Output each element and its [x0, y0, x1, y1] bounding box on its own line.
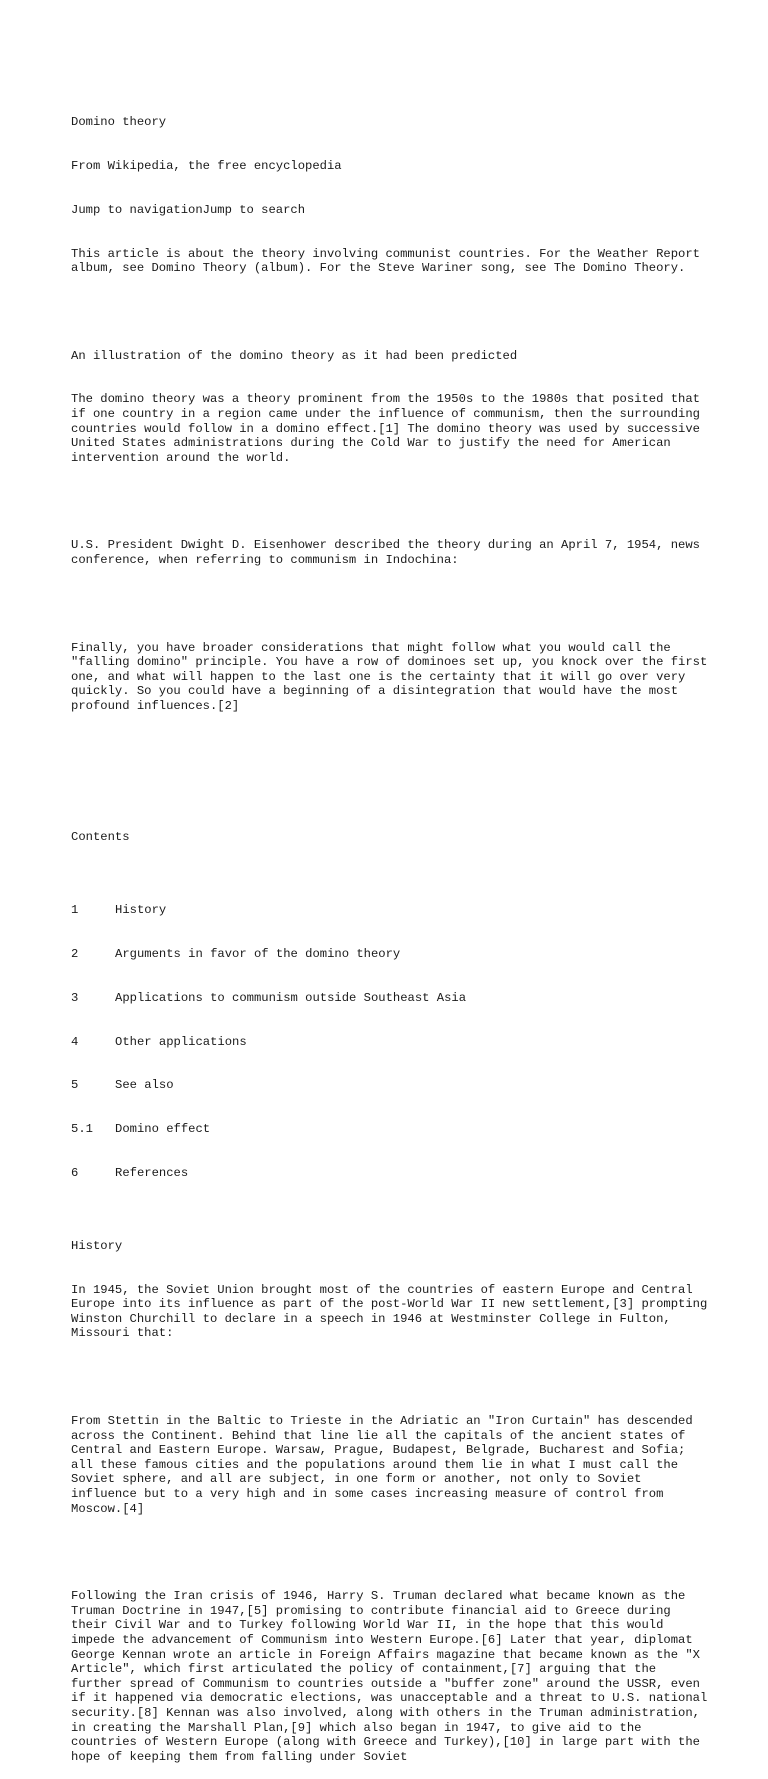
contents-item[interactable] [71, 903, 711, 918]
contents-item-label[interactable]: See also [115, 1078, 174, 1093]
contents-item-label[interactable]: Applications to communism outside Southeast Asia [115, 990, 467, 1005]
churchill-quote: From Stettin in the Baltic to Trieste in the Adriatic an "Iron Curtain" has descended across the Continent. Behind that line lie all the capitals of the ancient states of Central and Eastern Europe. Warsaw, Prague, Budapest, Belgrade, Bucharest and Sofia; all these famous cities and the populations around them lie in what I must call the Soviet sphere, and all are subject, in one form or another, not only to Soviet influence but to a very high and in some cases increasing measure of control from Moscow.[4] [71, 1414, 700, 1516]
article-title: Domino theory [71, 115, 167, 130]
contents-heading: Contents [71, 830, 130, 845]
spacer [71, 1545, 711, 1560]
contents-item-number: 5.1 [71, 1122, 93, 1137]
contents-item-label[interactable]: History [115, 903, 167, 918]
contents-item-number: 1 [71, 903, 79, 918]
contents-list [71, 874, 711, 1210]
contents-item[interactable] [71, 991, 711, 1006]
spacer [71, 495, 711, 510]
document-body [71, 86, 715, 1779]
spacer [71, 1370, 711, 1385]
spacer [71, 787, 711, 802]
contents-item-number: 5 [71, 1078, 79, 1093]
contents-item-label[interactable]: Domino effect [115, 1122, 211, 1137]
contents-item-label[interactable]: Other applications [115, 1034, 247, 1049]
jump-links[interactable]: Jump to navigationJump to search [71, 202, 306, 217]
spacer [71, 743, 711, 758]
spacer [71, 597, 711, 612]
contents-item-number: 3 [71, 990, 79, 1005]
history-heading: History [71, 1238, 123, 1253]
contents-item-label[interactable]: Arguments in favor of the domino theory [115, 947, 401, 962]
article-subtitle: From Wikipedia, the free encyclopedia [71, 158, 342, 173]
history-paragraph-2: Following the Iran crisis of 1946, Harry S. Truman declared what became known as the Truman Doctrine in 1947,[5] promising to contribute financial aid to Greece during their Civil War and to Turkey following World War II, in the hope that this would impede the advancement of Communism into Western Europe.[6] Later that year, diplomat George Kennan wrote an article in Foreign Affairs magazine that became known as the "X Article", which first articulated the policy of containment,[7] arguing that the further spread of Communism to countries outside a "buffer zone" around the USSR, even if it happened via democratic elections, was unacceptable and a threat to U.S. national security.[8] Kennan was also involved, along with others in the Truman administration, in creating the Marshall Plan,[9] which also began in 1947, to give aid to the countries of Western Europe (along with Greece and Turkey),[10] in large part with the hope of keeping them from falling under Soviet [71, 1589, 715, 1764]
contents-item[interactable] [71, 1122, 711, 1137]
contents-item[interactable] [71, 1166, 711, 1181]
intro-paragraph: The domino theory was a theory prominent from the 1950s to the 1980s that posited that if one country in a region came under the influence of communism, then the surrounding countries would follow in a domino effect.[1] The domino theory was used by successive United States administrations during the Cold War to justify the need for American intervention around the world. [71, 392, 708, 465]
contents-item-number: 6 [71, 1165, 79, 1180]
contents-item-number: 4 [71, 1034, 79, 1049]
eisenhower-intro: U.S. President Dwight D. Eisenhower described the theory during an April 7, 1954, news conference, when referring to communism in Indochina: [71, 538, 708, 567]
contents-item[interactable] [71, 947, 711, 962]
contents-item[interactable] [71, 1035, 711, 1050]
spacer [71, 305, 711, 320]
eisenhower-quote: Finally, you have broader considerations that might follow what you would call the "falling domino" principle. You have a row of dominoes set up, you knock over the first one, and what will happen to the last one is the certainty that it will go over very quickly. So you could have a beginning of a disintegration that would have the most profound influences.[2] [71, 640, 715, 713]
hatnote: This article is about the theory involving communist countries. For the Weather Report album, see Domino Theory (album). For the Steve Wariner song, see The Domino Theory. [71, 246, 708, 276]
contents-item[interactable] [71, 1078, 711, 1093]
contents-item-number: 2 [71, 947, 79, 962]
image-caption: An illustration of the domino theory as it had been predicted [71, 348, 518, 363]
contents-item-label[interactable]: References [115, 1165, 189, 1180]
history-paragraph-1: In 1945, the Soviet Union brought most of the countries of eastern Europe and Central Europe into its influence as part of the post-World War II new settlement,[3] prompting Winston Churchill to declare in a speech in 1946 at Westminster College in Fulton, Missouri that: [71, 1282, 715, 1341]
